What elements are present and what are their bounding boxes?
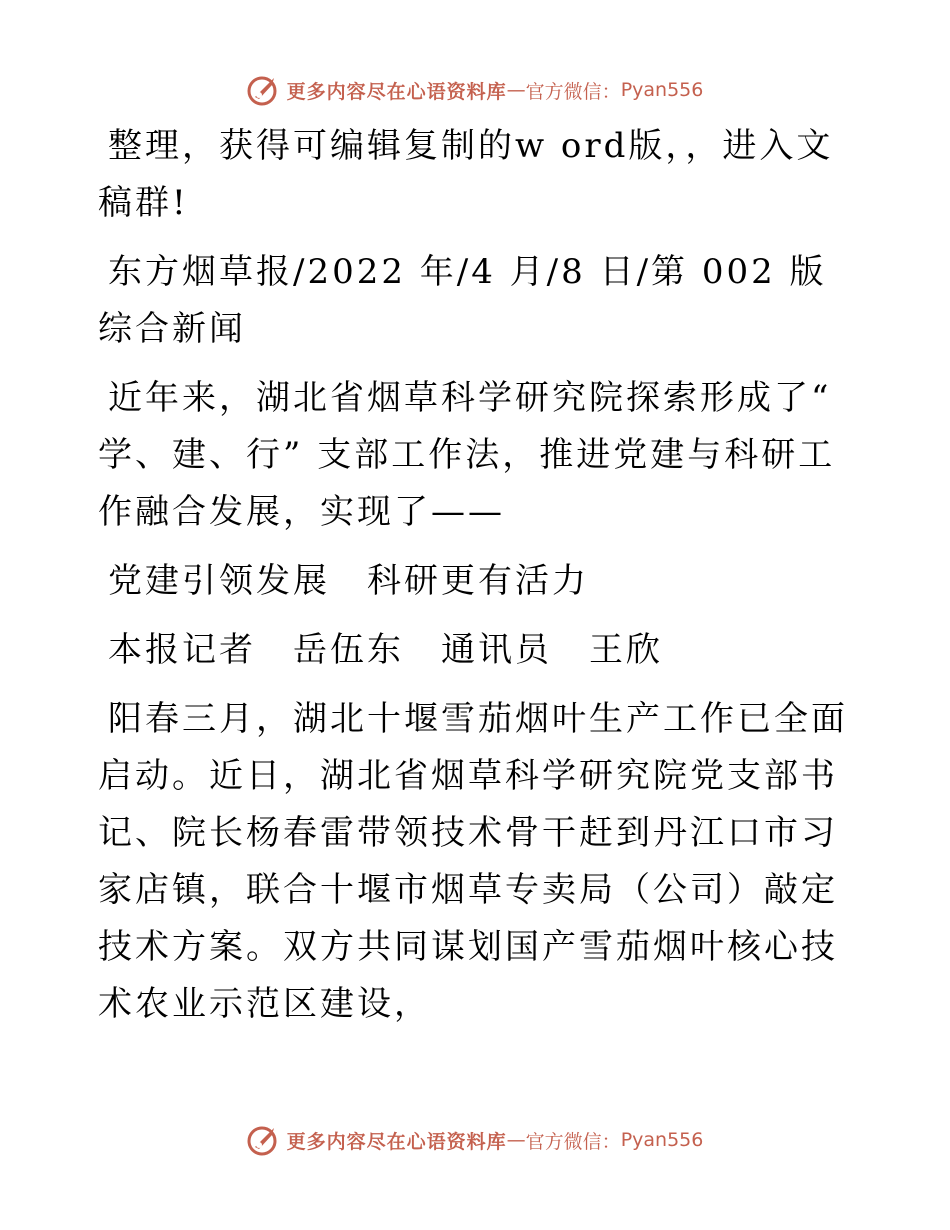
paragraph-intro: 整理，获得可编辑复制的w ord版，，进入文稿群!	[98, 126, 834, 223]
watermark-separator: —	[506, 79, 526, 101]
watermark-id: Pyan556	[620, 1129, 704, 1151]
watermark-sub: 官方微信：	[525, 80, 621, 103]
document-body	[98, 118, 858, 1045]
quill-seal-icon	[247, 1123, 281, 1157]
paragraph-source: 东方烟草报/2022 年/4 月/8 日/第 002 版综合新闻	[98, 252, 827, 349]
quill-seal-icon	[247, 73, 281, 107]
watermark-id: Pyan556	[620, 79, 704, 101]
watermark-sub: 官方微信：	[525, 1130, 621, 1153]
article-byline: 本报记者 岳伍东 通讯员 王欣	[108, 630, 663, 670]
watermark-separator: —	[506, 1129, 526, 1151]
paragraph-body: 阳春三月，湖北十堰雪茄烟叶生产工作已全面启动。近日，湖北省烟草科学研究院党支部书记、院长杨春雷带领技术骨干赶到丹江口市习家店镇，联合十堰市烟草专卖局（公司）敲定技术方案。双方共同谋划国产雪茄烟叶核心技术农业示范区建设，	[98, 699, 848, 1024]
header-watermark	[0, 70, 950, 110]
article-headline: 党建引领发展 科研更有活力	[108, 561, 589, 601]
watermark-brand: 更多内容尽在心语资料库	[286, 1130, 507, 1153]
paragraph-lead: 近年来，湖北省烟草科学研究院探索形成了“ 学、建、行” 支部工作法，推进党建与科研工作融合发展，实现了——	[98, 378, 836, 532]
watermark-brand: 更多内容尽在心语资料库	[286, 80, 507, 103]
footer-watermark	[0, 1120, 950, 1160]
